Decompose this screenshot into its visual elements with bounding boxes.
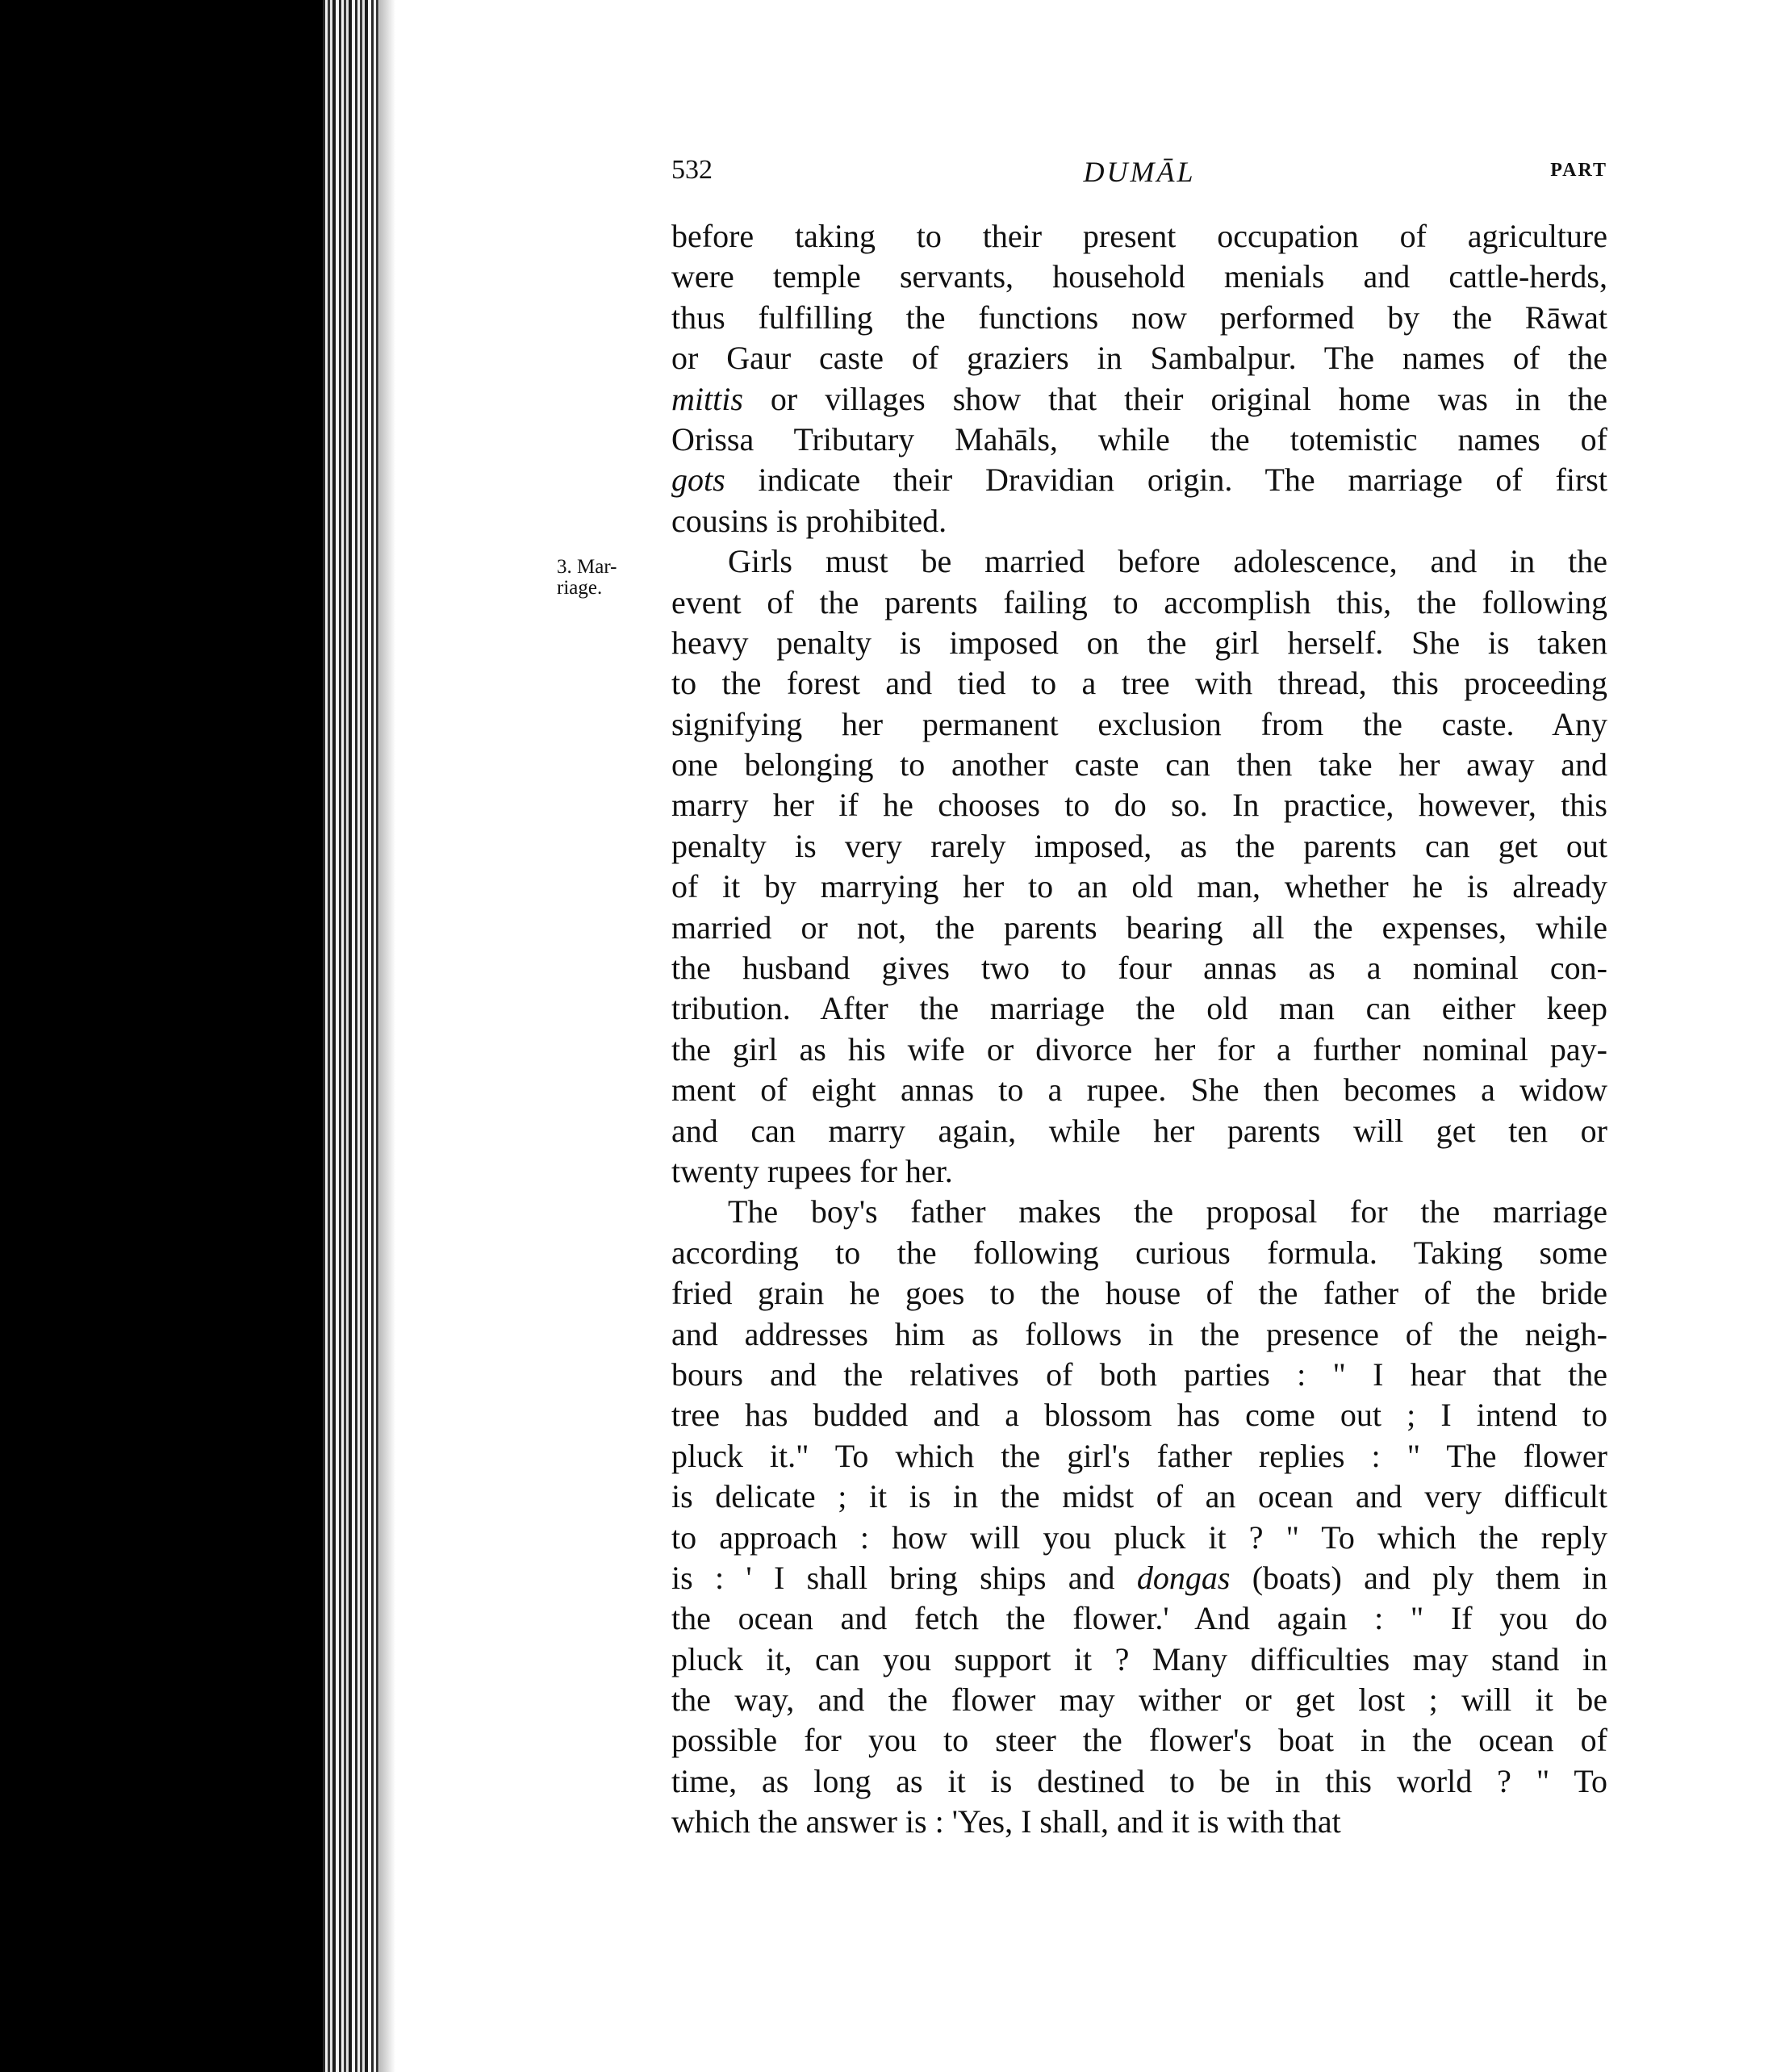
text-run: The boy's father makes the proposal for the marriage — [728, 1193, 1607, 1230]
text-line — [671, 298, 1607, 338]
text-run: bours and the relatives of both parties : " I hear that the — [671, 1356, 1607, 1393]
text-run: pluck it." To which the girl's father replies : " The flower — [671, 1437, 1607, 1474]
text-run: and can marry again, while her parents will get ten or — [671, 1112, 1607, 1149]
page-number: 532 — [671, 155, 713, 185]
text-line — [671, 541, 1607, 582]
text-run: Girls must be married before adolescence, and in the — [728, 543, 1607, 580]
text-run: is delicate ; it is in the midst of an ocean and very difficult — [671, 1478, 1607, 1515]
text-line — [671, 826, 1607, 867]
text-run: thus fulfilling the functions now performed by the Rāwat — [671, 299, 1607, 336]
text-run: heavy penalty is imposed on the girl herself. She is taken — [671, 624, 1607, 661]
text-line — [671, 1070, 1607, 1110]
text-run: before taking to their present occupation of agriculture — [671, 218, 1607, 254]
text-run: the way, and the flower may wither or get lost ; will it be — [671, 1681, 1607, 1719]
binding-shadow — [379, 0, 395, 2072]
text-line — [671, 745, 1607, 785]
text-line — [671, 1640, 1607, 1680]
text-line — [671, 663, 1607, 704]
running-title: DUMĀL — [1083, 156, 1196, 188]
text-line — [671, 216, 1607, 257]
text-line — [671, 1030, 1607, 1070]
text-run: which the answer is : 'Yes, I shall, and it is with that — [671, 1803, 1341, 1840]
binding-gutter — [0, 0, 323, 2072]
text-run: is : ' I shall bring ships and — [671, 1559, 1137, 1596]
text-line — [671, 379, 1607, 420]
text-run: the girl as his wife or divorce her for a further nominal pay- — [671, 1030, 1607, 1067]
text-line — [671, 1355, 1607, 1395]
text-line — [671, 1720, 1607, 1761]
text-line — [671, 1598, 1607, 1639]
text-run: according to the following curious formula. Taking some — [671, 1234, 1607, 1271]
text-run: to approach : how will you pluck it ? " To which the reply — [671, 1518, 1607, 1556]
text-run: twenty rupees for her. — [671, 1152, 953, 1189]
text-run: and addresses him as follows in the presence of the neigh- — [671, 1315, 1607, 1352]
text-line — [671, 623, 1607, 663]
text-line — [671, 785, 1607, 825]
part-label: PART — [1550, 160, 1607, 181]
text-run: to the forest and tied to a tree with thread, this proceeding — [671, 665, 1607, 702]
italic-term: mittis — [671, 380, 743, 417]
text-line — [671, 1802, 1607, 1842]
text-run: of it by marrying her to an old man, whether he is already — [671, 868, 1607, 905]
text-line — [671, 501, 1607, 541]
text-line — [671, 1273, 1607, 1314]
text-line — [671, 1314, 1607, 1355]
italic-term: gots — [671, 462, 725, 499]
text-run: penalty is very rarely imposed, as the parents can get out — [671, 827, 1607, 864]
text-line — [671, 1151, 1607, 1192]
text-line — [671, 1436, 1607, 1477]
text-line — [671, 988, 1607, 1029]
page-header — [671, 155, 1607, 195]
text-line — [671, 1192, 1607, 1232]
text-run: cousins is prohibited. — [671, 502, 947, 539]
text-line — [671, 1233, 1607, 1273]
body-text — [671, 216, 1607, 1843]
text-line — [671, 257, 1607, 297]
margin-note-line: 3. Mar- — [557, 556, 617, 578]
text-run: or villages show that their original home was in the — [742, 380, 1607, 417]
text-line — [671, 867, 1607, 907]
text-run: possible for you to steer the flower's boat in the ocean of — [671, 1722, 1607, 1759]
text-run: one belonging to another caste can then take her away and — [671, 746, 1607, 783]
text-line — [671, 1680, 1607, 1720]
text-line — [671, 460, 1607, 500]
margin-note — [557, 557, 654, 599]
text-run: the husband gives two to four annas as a nominal con- — [671, 950, 1607, 987]
text-run: were temple servants, household menials and cattle-herds, — [671, 258, 1607, 295]
binding-edge — [323, 0, 379, 2072]
text-run: or Gaur caste of graziers in Sambalpur. The names of the — [671, 340, 1607, 377]
text-run: time, as long as it is destined to be in this world ? " To — [671, 1762, 1607, 1799]
text-line — [671, 948, 1607, 988]
italic-term: dongas — [1136, 1559, 1231, 1596]
text-line — [671, 1395, 1607, 1435]
text-line — [671, 704, 1607, 745]
text-line — [671, 420, 1607, 460]
text-run: indicate their Dravidian origin. The marriage of first — [725, 462, 1607, 499]
text-run: marry her if he chooses to do so. In practice, however, this — [671, 787, 1607, 824]
text-run: the ocean and fetch the flower.' And again : " If you do — [671, 1600, 1607, 1637]
text-line — [671, 1477, 1607, 1517]
text-run: fried grain he goes to the house of the father of the bride — [671, 1275, 1607, 1312]
text-line — [671, 1558, 1607, 1598]
text-run: signifying her permanent exclusion from the caste. Any — [671, 705, 1607, 742]
margin-note-line: riage. — [557, 577, 603, 599]
text-run: event of the parents failing to accomplish this, the following — [671, 583, 1607, 620]
text-run: tribution. After the marriage the old man can either keep — [671, 990, 1607, 1027]
text-line — [671, 583, 1607, 623]
text-line — [671, 908, 1607, 948]
text-run: pluck it, can you support it ? Many difficulties may stand in — [671, 1640, 1607, 1677]
text-line — [671, 1518, 1607, 1558]
text-run: Orissa Tributary Mahāls, while the totemistic names of — [671, 420, 1607, 457]
text-run: tree has budded and a blossom has come out ; I intend to — [671, 1397, 1607, 1434]
text-run: (boats) and ply them in — [1230, 1559, 1607, 1596]
text-run: ment of eight annas to a rupee. She then becomes a widow — [671, 1072, 1607, 1109]
text-line — [671, 338, 1607, 378]
text-line — [671, 1761, 1607, 1802]
text-run: married or not, the parents bearing all the expenses, while — [671, 909, 1607, 946]
text-line — [671, 1111, 1607, 1151]
